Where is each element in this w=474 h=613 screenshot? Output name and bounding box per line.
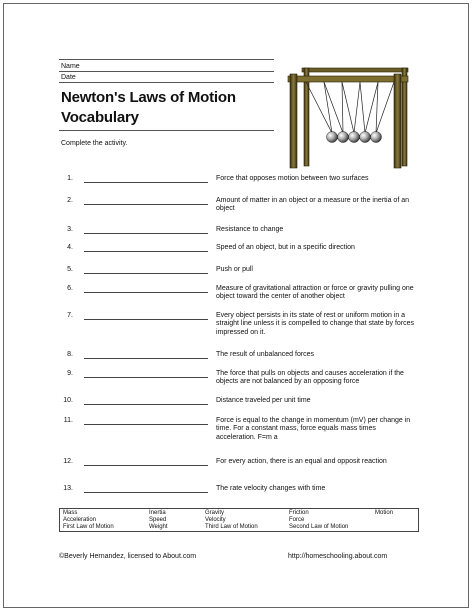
worksheet-page [3, 3, 469, 608]
question-number: 7. [67, 312, 73, 319]
word-bank-term: Friction [289, 510, 309, 516]
question-definition: Push or pull [216, 266, 253, 273]
answer-blank[interactable] [84, 377, 208, 378]
question-definition: Every object persists in its state of rest or uniform motion in a straight line unless it is compelled to change that state by forces impressed on it. [216, 312, 415, 336]
word-bank-term: Force [289, 517, 305, 523]
word-bank-term: Third Law of Motion [205, 524, 258, 530]
question-definition: Measure of gravitational attraction or force or gravity pulling one object toward the center of another object [216, 285, 414, 301]
name-label: Name [61, 63, 80, 70]
question-definition: The result of unbalanced forces [216, 351, 315, 358]
title-rule [59, 130, 274, 131]
question-number: 8. [67, 351, 73, 358]
answer-blank[interactable] [84, 182, 208, 183]
date-label: Date [61, 74, 76, 81]
question-definition: Resistance to change [216, 226, 284, 233]
answer-blank[interactable] [84, 292, 208, 293]
word-bank-term: Mass [63, 510, 78, 516]
answer-blank[interactable] [84, 273, 208, 274]
footer-url-link[interactable]: http://homeschooling.about.com [288, 553, 388, 560]
name-line[interactable] [59, 71, 274, 72]
question-number: 5. [67, 266, 73, 273]
question-definition: Speed of an object, but in a specific direction [216, 244, 355, 251]
question-definition: The force that pulls on objects and causes acceleration if the objects are not balanced by an opposing force [216, 370, 404, 386]
answer-blank[interactable] [84, 233, 208, 234]
date-line[interactable] [59, 82, 274, 83]
word-bank-term: Motion [375, 510, 394, 516]
question-definition: Force that opposes motion between two surfaces [216, 175, 369, 182]
answer-blank[interactable] [84, 424, 208, 425]
question-definition: Distance traveled per unit time [216, 397, 311, 404]
answer-blank[interactable] [84, 404, 208, 405]
question-number: 12. [63, 458, 73, 465]
question-definition: For every action, there is an equal and opposit reaction [216, 458, 387, 465]
word-bank-term: Second Law of Motion [289, 524, 349, 530]
answer-blank[interactable] [84, 319, 208, 320]
question-definition: Force is equal to the change in momentum (mV) per change in time. For a constant mass, force equals mass times acceleration. F=m a [216, 417, 411, 441]
question-number: 10. [63, 397, 73, 404]
page-title [61, 88, 276, 128]
question-number: 1. [67, 175, 73, 182]
answer-blank[interactable] [84, 251, 208, 252]
newtons-cradle-illustration [284, 58, 424, 170]
question-number: 4. [67, 244, 73, 251]
answer-blank[interactable] [84, 358, 208, 359]
copyright-text: ©Beverly Hernandez, licensed to About.com [59, 553, 197, 560]
question-definition: The rate velocity changes with time [216, 485, 326, 492]
question-number: 6. [67, 285, 73, 292]
word-bank-term: Inertia [149, 510, 166, 516]
answer-blank[interactable] [84, 492, 208, 493]
word-bank-term: First Law of Motion [63, 524, 114, 530]
answer-blank[interactable] [84, 465, 208, 466]
word-bank-term: Gravity [205, 510, 225, 516]
question-number: 13. [63, 485, 73, 492]
title-line-2: Vocabulary [61, 109, 139, 126]
word-bank-term: Speed [149, 517, 167, 523]
word-bank-term: Acceleration [63, 517, 97, 523]
question-definition: Amount of matter in an object or a measure or the inertia of an object [216, 197, 409, 213]
question-number: 9. [67, 370, 73, 377]
word-bank-term: Velocity [205, 517, 226, 523]
header-top-rule [59, 59, 274, 60]
word-bank-term: Weight [149, 524, 168, 530]
word-bank [59, 508, 419, 532]
instructions: Complete the activity. [61, 140, 128, 147]
question-number: 11. [63, 417, 73, 424]
question-number: 3. [67, 226, 73, 233]
question-number: 2. [67, 197, 73, 204]
title-line-1: Newton's Laws of Motion [61, 89, 236, 106]
answer-blank[interactable] [84, 204, 208, 205]
